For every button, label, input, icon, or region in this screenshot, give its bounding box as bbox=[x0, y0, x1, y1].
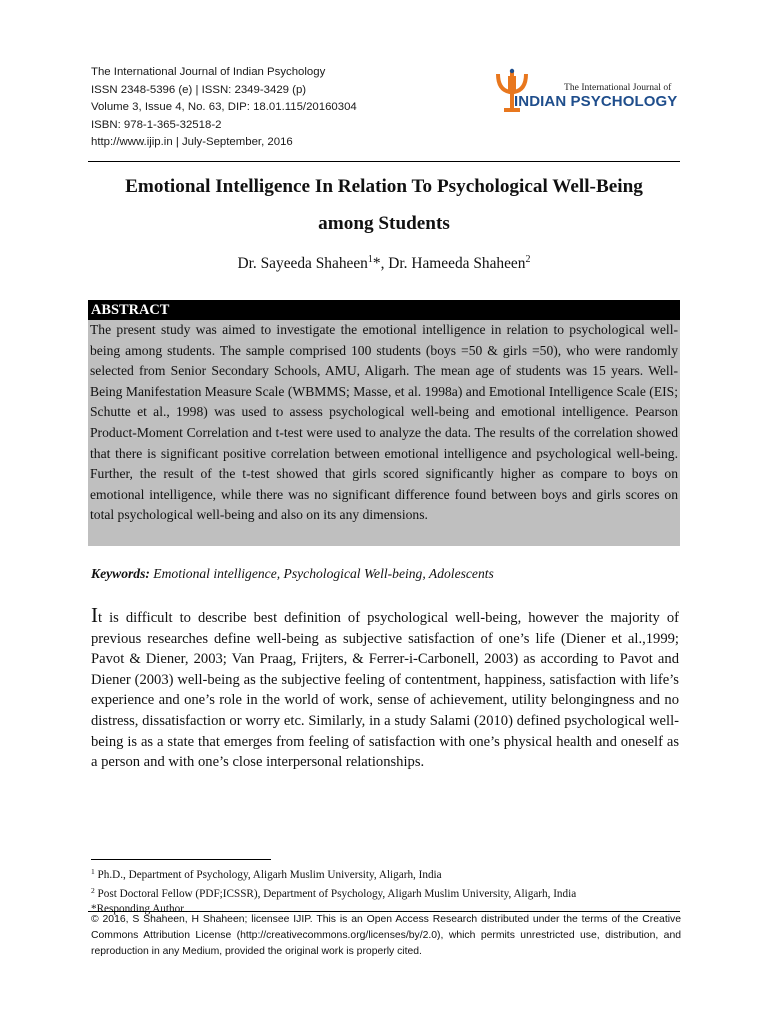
footnote-2 bbox=[91, 883, 681, 902]
footnote-2-text: Post Doctoral Fellow (PDF;ICSSR), Department of Psychology, Aligarh Muslim University, Aligarh, India bbox=[94, 888, 577, 900]
journal-issn: ISSN 2348-5396 (e) | ISSN: 2349-3429 (p) bbox=[91, 83, 307, 96]
journal-logo bbox=[492, 68, 682, 118]
abstract-text: The present study was aimed to investigate the emotional intelligence in relation to psychological well-being among students. The sample comprised 100 students (boys =50 & girls =50), who were randomly selected from Senior Secondary Schools, AMU, Aligarh. The mean age of students was 15 years. Well-Being Manifestation Measure Scale (WBMMS; Masse, et al. 1998a) and Emotional Intelligence Scale (EIS; Schutte et al., 1998) was used to assess psychological well-being and emotional intelligence. Pearson Product-Moment Correlation and t-test were used to analyze the data. The results of the correlation showed that there is significant positive correlation between emotional intelligence and psychological well-being. Further, the result of the t-test showed that girls scored significantly higher as compare to boys on emotional intelligence, while there was no significant difference found between boys and girls scores on total psychological well-being and also on its any dimensions. bbox=[88, 320, 680, 546]
intro-paragraph bbox=[91, 603, 679, 773]
footnote-1 bbox=[91, 864, 681, 883]
journal-volume: Volume 3, Issue 4, No. 63, DIP: 18.01.115/20160304 bbox=[91, 101, 357, 114]
author-1: Dr. Sayeeda Shaheen bbox=[237, 255, 368, 272]
footnote-1-mark: 1 bbox=[91, 867, 95, 876]
title-line-1: Emotional Intelligence In Relation To Psychological Well-Being bbox=[125, 176, 643, 197]
intro-text: t is difficult to describe best definition of psychological well-being, however the majority of previous researches define well-being as subjective satisfaction of one’s life (Diener et al.,1999; Pavot & Diener, 2003; Van Praag, Frijters, & Ferrer-i-Carbonell, 2003) as according to Pavot and Diener (2003) well-being as the subjective feeling of contentment, happiness, satisfaction with life’s experience and one’s role in the world of work, sense of achievement, utility belongingness and no distress, dissatisfaction or worry etc. Similarly, in a study Salami (2010) defined psychological well-being is as a state that emerges from feeling of satisfaction with one’s physical health and oneself as a person and with one’s close interpersonal relationships. bbox=[91, 610, 679, 771]
logo-title: INDIAN PSYCHOLOGY bbox=[514, 93, 678, 110]
corresponding-mark: *, bbox=[372, 255, 389, 272]
keywords-label: Keywords: bbox=[91, 566, 150, 581]
title-line-2: among Students bbox=[318, 213, 450, 234]
drop-cap: I bbox=[91, 603, 98, 627]
journal-meta bbox=[91, 64, 391, 152]
footnote-responding-author: *Responding Author bbox=[91, 903, 184, 915]
author-1-affiliation: 1 bbox=[367, 254, 373, 265]
footnote-2-mark: 2 bbox=[91, 886, 95, 895]
journal-name: The International Journal of Indian Psychology bbox=[91, 66, 326, 78]
keywords-list: Emotional intelligence, Psychological Well-being, Adolescents bbox=[149, 566, 494, 581]
authors bbox=[88, 254, 680, 273]
paper-title bbox=[88, 168, 680, 242]
footnote-divider bbox=[91, 859, 271, 860]
journal-url: http://www.ijip.in | July-September, 2016 bbox=[91, 136, 293, 149]
journal-isbn: ISBN: 978-1-365-32518-2 bbox=[91, 118, 222, 131]
footnote-1-text: Ph.D., Department of Psychology, Aligarh Muslim University, Aligarh, India bbox=[94, 869, 442, 881]
author-2: Dr. Hameeda Shaheen bbox=[388, 255, 526, 272]
license-text: © 2016, S Shaheen, H Shaheen; licensee IJIP. This is an Open Access Research distributed under the terms of the Creative Commons Attribution License (http://creativecommons.org/licenses/by/2.0), which permits unrestricted use, distribution, and reproduction in any Medium, provided the original work is properly cited. bbox=[91, 914, 681, 957]
footnotes bbox=[91, 864, 681, 917]
header-divider bbox=[88, 161, 680, 162]
author-2-affiliation: 2 bbox=[525, 254, 531, 265]
keywords bbox=[91, 566, 494, 582]
logo-subtitle: The International Journal of bbox=[564, 82, 672, 93]
abstract-heading: ABSTRACT bbox=[88, 300, 680, 320]
